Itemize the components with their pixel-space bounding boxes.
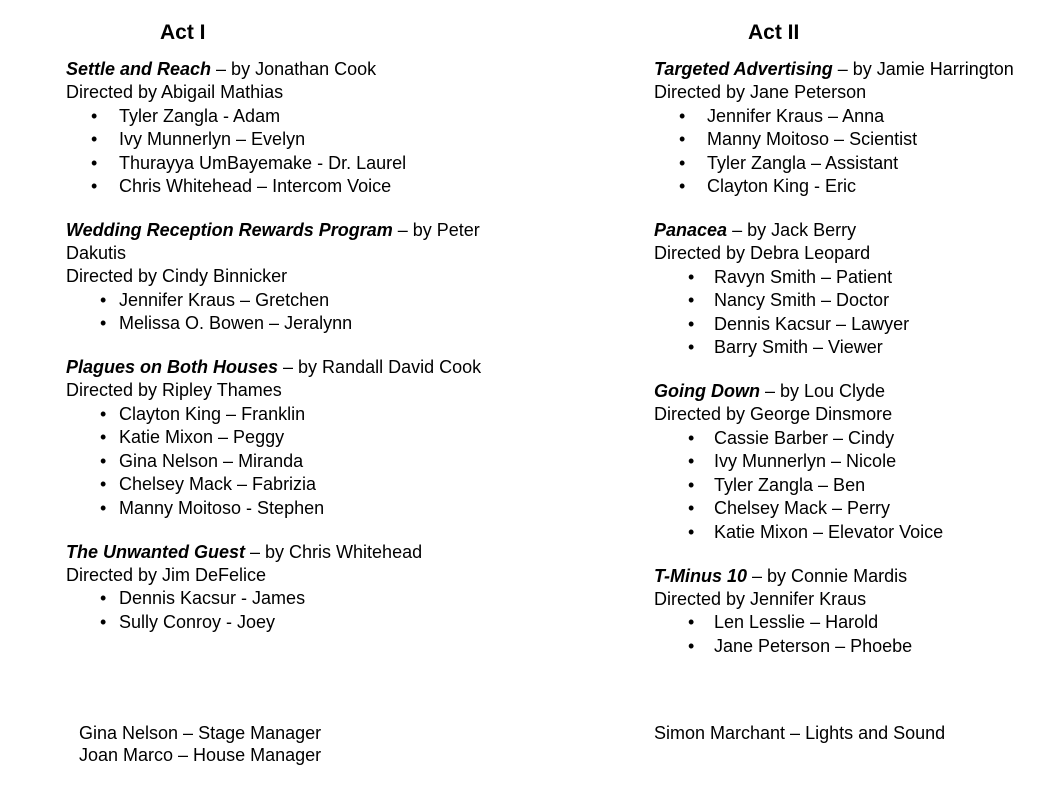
play-heading — [66, 541, 496, 564]
cast-member: • Jennifer Kraus – Anna — [654, 105, 1034, 128]
cast-list — [654, 611, 1034, 658]
play-title: T-Minus 10 — [654, 565, 748, 586]
cast-member: • Jennifer Kraus – Gretchen — [66, 289, 496, 312]
play-director: Directed by Debra Leopard — [654, 243, 871, 263]
play-director: Directed by Abigail Mathias — [66, 82, 284, 102]
play-byline: – by Jonathan Cook — [211, 59, 377, 79]
cast-member: • Nancy Smith – Doctor — [654, 289, 1034, 312]
play-heading — [654, 219, 1034, 242]
play-panacea — [654, 219, 1034, 359]
cast-member: • Dennis Kacsur - James — [66, 587, 496, 610]
play-heading — [654, 565, 1034, 588]
cast-list — [654, 266, 1034, 360]
cast-member: • Barry Smith – Viewer — [654, 336, 1034, 359]
play-byline: – by Lou Clyde — [759, 381, 886, 401]
play-director: Directed by Ripley Thames — [66, 380, 282, 400]
cast-member: • Tyler Zangla – Ben — [654, 474, 1034, 497]
play-title: Settle and Reach — [66, 59, 212, 79]
play-going-down — [654, 380, 1034, 544]
cast-member: • Thurayya UmBayemake - Dr. Laurel — [66, 152, 496, 175]
play-byline: – by Chris Whitehead — [245, 541, 423, 562]
play-settle-and-reach — [66, 58, 496, 198]
cast-member: • Len Lesslie – Harold — [654, 611, 1034, 634]
cast-list — [654, 105, 1034, 199]
play-byline: – by Connie Mardis — [747, 565, 908, 586]
play-byline: – by Randall David Cook — [278, 357, 482, 377]
cast-member: • Chris Whitehead – Intercom Voice — [66, 175, 496, 198]
cast-member: • Ivy Munnerlyn – Evelyn — [66, 128, 496, 151]
play-heading — [66, 356, 496, 379]
play-targeted-advertising — [654, 58, 1034, 198]
play-title: Going Down — [654, 381, 760, 401]
play-byline: – by Peter Dakutis — [66, 220, 480, 263]
cast-member: • Tyler Zangla - Adam — [66, 105, 496, 128]
cast-member: • Ivy Munnerlyn – Nicole — [654, 450, 1034, 473]
cast-member: • Chelsey Mack – Fabrizia — [66, 473, 496, 496]
play-byline: – by Jack Berry — [727, 220, 857, 240]
crew-credits-right — [654, 722, 945, 744]
play-t-minus-10 — [654, 565, 1034, 658]
play-title: The Unwanted Guest — [66, 541, 246, 562]
crew-credit: Simon Marchant – Lights and Sound — [654, 723, 946, 743]
crew-credits-left — [79, 722, 321, 766]
cast-member: • Manny Moitoso - Stephen — [66, 497, 496, 520]
act1-heading: Act I — [160, 21, 206, 44]
play-the-unwanted-guest — [66, 541, 496, 634]
act1-column — [66, 58, 496, 655]
cast-member: • Ravyn Smith – Patient — [654, 266, 1034, 289]
crew-credit: Gina Nelson – Stage Manager — [79, 723, 322, 743]
play-title: Wedding Reception Rewards Program — [66, 220, 393, 240]
cast-member: • Cassie Barber – Cindy — [654, 427, 1034, 450]
play-byline: – by Jamie Harrington — [832, 59, 1014, 79]
play-plagues-on-both-houses — [66, 356, 496, 520]
cast-list — [66, 289, 496, 336]
cast-member: • Clayton King - Eric — [654, 175, 1034, 198]
play-heading — [654, 380, 1034, 403]
act2-heading: Act II — [748, 21, 800, 44]
play-title: Plagues on Both Houses — [66, 357, 279, 377]
cast-list — [66, 403, 496, 520]
play-heading — [66, 219, 496, 265]
act2-column — [654, 58, 1034, 679]
cast-member: • Jane Peterson – Phoebe — [654, 635, 1034, 658]
play-director: Directed by George Dinsmore — [654, 404, 893, 424]
cast-list — [66, 105, 496, 199]
play-title: Targeted Advertising — [654, 59, 833, 79]
cast-list — [654, 427, 1034, 544]
cast-member: • Manny Moitoso – Scientist — [654, 128, 1034, 151]
play-heading — [654, 58, 1034, 81]
cast-member: • Sully Conroy - Joey — [66, 611, 496, 634]
cast-member: • Chelsey Mack – Perry — [654, 497, 1034, 520]
cast-list — [66, 587, 496, 634]
play-wedding-reception-rewards-program — [66, 219, 496, 335]
play-title: Panacea — [654, 220, 728, 240]
cast-member: • Gina Nelson – Miranda — [66, 450, 496, 473]
crew-credit: Joan Marco – House Manager — [79, 745, 322, 765]
cast-member: • Melissa O. Bowen – Jeralynn — [66, 312, 496, 335]
cast-member: • Katie Mixon – Peggy — [66, 426, 496, 449]
play-director: Directed by Jennifer Kraus — [654, 588, 867, 609]
cast-member: • Dennis Kacsur – Lawyer — [654, 313, 1034, 336]
cast-member: • Clayton King – Franklin — [66, 403, 496, 426]
cast-member: • Tyler Zangla – Assistant — [654, 152, 1034, 175]
cast-member: • Katie Mixon – Elevator Voice — [654, 521, 1034, 544]
play-director: Directed by Jane Peterson — [654, 82, 867, 102]
play-heading — [66, 58, 496, 81]
play-director: Directed by Cindy Binnicker — [66, 266, 288, 286]
play-director: Directed by Jim DeFelice — [66, 564, 267, 585]
